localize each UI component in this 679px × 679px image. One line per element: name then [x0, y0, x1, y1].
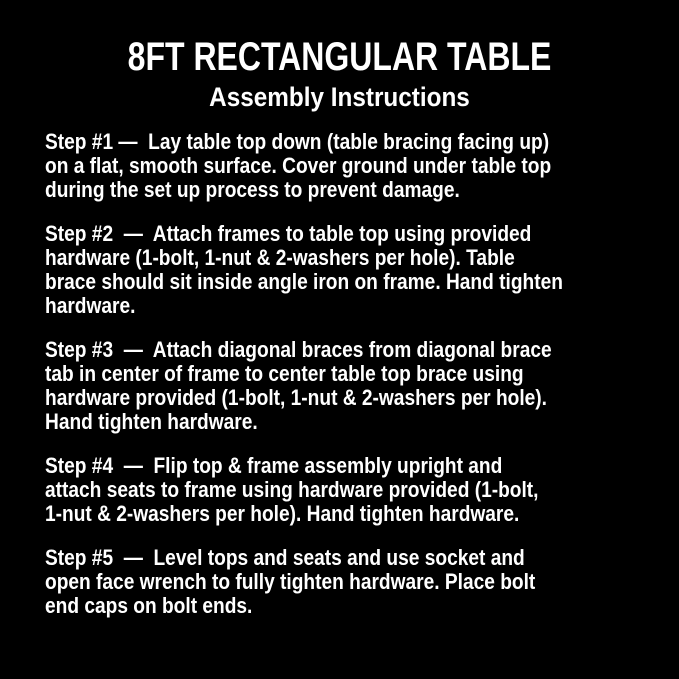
step-line: hardware provided (1-bolt, 1-nut & 2-washers per hole). [45, 385, 547, 410]
step-line: Step #5 — Level tops and seats and use socket and [45, 545, 525, 570]
steps-list [45, 130, 671, 618]
step-line: hardware (1-bolt, 1-nut & 2-washers per hole). Table [45, 245, 515, 270]
step-line: end caps on bolt ends. [45, 593, 253, 618]
step-line: Step #2 — Attach frames to table top using provided [45, 221, 532, 246]
step-2 [45, 222, 671, 318]
step-line: open face wrench to fully tighten hardware. Place bolt [45, 569, 536, 594]
step-line: on a flat, smooth surface. Cover ground under table top [45, 153, 552, 178]
step-3 [45, 338, 671, 434]
page-subtitle: Assembly Instructions [209, 82, 470, 112]
step-5 [45, 546, 671, 618]
step-line: brace should sit inside angle iron on frame. Hand tighten [45, 269, 563, 294]
step-line: hardware. [45, 293, 136, 318]
step-line: attach seats to frame using hardware provided (1-bolt, [45, 477, 539, 502]
step-line: Hand tighten hardware. [45, 409, 258, 434]
step-line: Step #1 — Lay table top down (table bracing facing up) [45, 129, 550, 154]
step-1 [45, 130, 671, 202]
step-line: Step #4 — Flip top & frame assembly upright and [45, 453, 503, 478]
step-line: tab in center of frame to center table top brace using [45, 361, 524, 386]
step-line: during the set up process to prevent damage. [45, 177, 460, 202]
step-line: 1-nut & 2-washers per hole). Hand tighten hardware. [45, 501, 520, 526]
step-4 [45, 454, 671, 526]
step-line: Step #3 — Attach diagonal braces from diagonal brace [45, 337, 552, 362]
page-title: 8FT RECTANGULAR TABLE [127, 35, 552, 79]
